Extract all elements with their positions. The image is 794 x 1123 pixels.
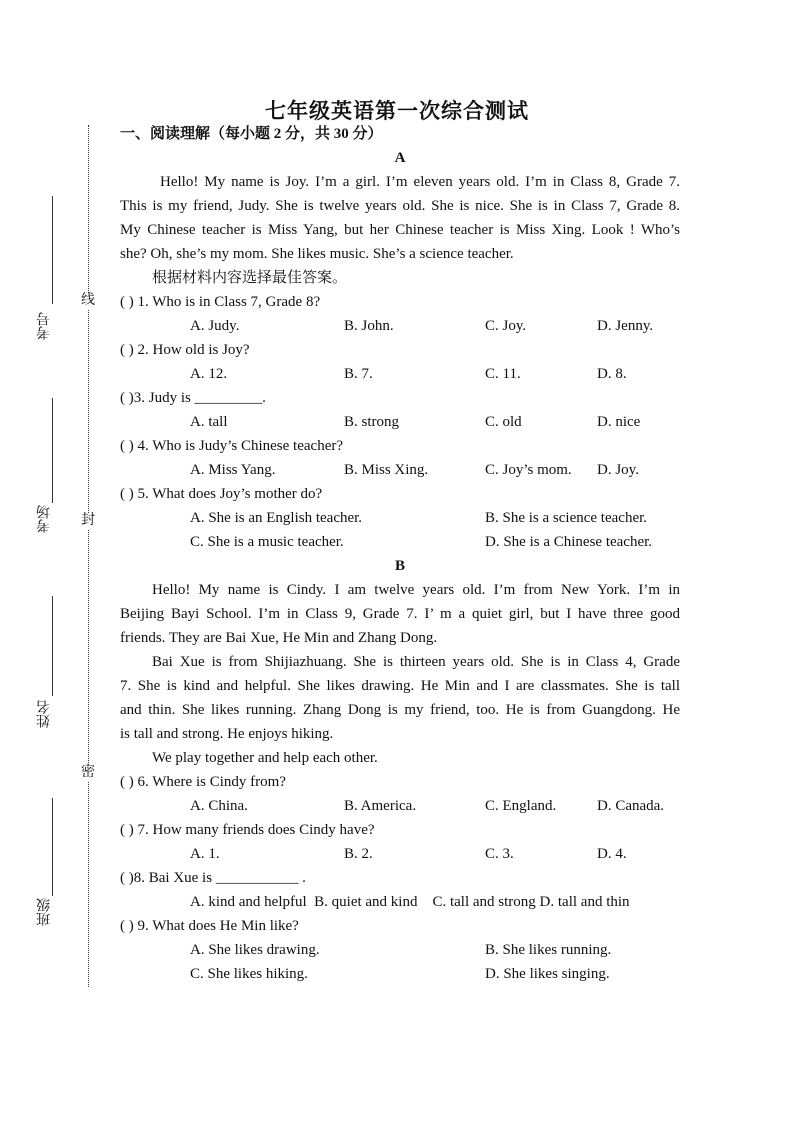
passage-line: Beijing Bayi School. I’m in Class 9, Grade 7. I’ m a quiet girl, but I have three good xyxy=(120,606,680,622)
question-2-options xyxy=(120,362,680,386)
exam-number-label: 考号 xyxy=(36,312,52,340)
exam-room-label: 考场 xyxy=(36,505,52,533)
passage-line: Hello! My name is Joy. I’m a girl. I’m eleven years old. I’m in Class 8, Grade 7. xyxy=(160,174,680,190)
question-1-options xyxy=(120,314,680,338)
option[interactable]: D. nice xyxy=(597,414,641,430)
passage-line: Hello! My name is Cindy. I am twelve years old. I’m from New York. I’m in xyxy=(152,582,680,598)
option[interactable]: A. China. xyxy=(190,798,248,814)
option[interactable]: D. 4. xyxy=(597,846,627,862)
option[interactable]: B. strong xyxy=(344,414,400,430)
question-5-options-row1 xyxy=(120,506,680,530)
option[interactable]: A. She is an English teacher. xyxy=(190,510,363,526)
option[interactable]: C. 3. xyxy=(485,846,514,862)
instruction: 根据材料内容选择最佳答案。 xyxy=(152,270,348,286)
question-6-options xyxy=(120,794,680,818)
option[interactable]: C. Joy. xyxy=(485,318,527,334)
passage-a-label: A xyxy=(394,150,406,166)
question-9-options-row1 xyxy=(120,938,680,962)
question-7-options xyxy=(120,842,680,866)
option[interactable]: D. Jenny. xyxy=(597,318,654,334)
option[interactable]: C. England. xyxy=(485,798,557,814)
question-8-options xyxy=(120,890,680,914)
seal-char-line: 线 xyxy=(81,293,95,308)
option[interactable]: A. tall xyxy=(190,414,228,430)
passage-line: This is my friend, Judy. She is twelve years old. She is nice. She is in Class 7, Grade 8. xyxy=(120,198,680,214)
question-1-stem: ( ) 1. Who is in Class 7, Grade 8? xyxy=(120,294,321,310)
option[interactable]: A. She likes drawing. xyxy=(190,942,320,958)
passage-line: Bai Xue is from Shijiazhuang. She is thirteen years old. She is in Class 4, Grade xyxy=(152,654,680,670)
option[interactable]: A. 12. xyxy=(190,366,228,382)
option[interactable]: B. Miss Xing. xyxy=(344,462,429,478)
option[interactable]: B. 2. xyxy=(344,846,373,862)
name-blank[interactable] xyxy=(52,596,53,696)
passage-line: 7. She is kind and helpful. She likes drawing. He Min and I are classmates. She is tall xyxy=(120,678,680,694)
passage-line: and thin. She likes running. Zhang Dong is my friend, too. He is from Guangdong. He xyxy=(120,702,680,718)
option[interactable]: B. John. xyxy=(344,318,394,334)
passage-line: friends. They are Bai Xue, He Min and Zhang Dong. xyxy=(120,630,438,646)
option[interactable]: C. 11. xyxy=(485,366,521,382)
seal-char-seal: 封 xyxy=(81,513,95,528)
page-title: 七年级英语第一次综合测试 xyxy=(265,99,529,123)
question-8-stem: ( )8. Bai Xue is ___________ . xyxy=(120,870,306,886)
option[interactable]: D. 8. xyxy=(597,366,627,382)
passage-line: she? Oh, she’s my mom. She likes music. She’s a science teacher. xyxy=(120,246,514,262)
passage-b-label: B xyxy=(394,558,405,574)
question-9-stem: ( ) 9. What does He Min like? xyxy=(120,918,299,934)
exam-content xyxy=(120,122,680,986)
option[interactable]: B. 7. xyxy=(344,366,373,382)
question-5-options-row2 xyxy=(120,530,680,554)
option-line[interactable]: A. kind and helpful B. quiet and kind C. tall and strong D. tall and thin xyxy=(190,894,630,910)
option[interactable]: D. Canada. xyxy=(597,798,665,814)
passage-line: My Chinese teacher is Miss Yang, but her Chinese teacher is Miss Xing. Look ! Who’s xyxy=(120,222,680,238)
question-7-stem: ( ) 7. How many friends does Cindy have? xyxy=(120,822,375,838)
question-6-stem: ( ) 6. Where is Cindy from? xyxy=(120,774,286,790)
option[interactable]: A. Judy. xyxy=(190,318,240,334)
question-4-options xyxy=(120,458,680,482)
option[interactable]: B. America. xyxy=(344,798,417,814)
class-label: 班级 xyxy=(36,898,52,926)
question-2-stem: ( ) 2. How old is Joy? xyxy=(120,342,250,358)
question-3-options xyxy=(120,410,680,434)
passage-line: We play together and help each other. xyxy=(152,750,378,766)
question-3-stem: ( )3. Judy is _________. xyxy=(120,390,266,406)
option[interactable]: D. She is a Chinese teacher. xyxy=(485,534,653,550)
exam-number-blank[interactable] xyxy=(52,196,53,304)
option[interactable]: A. 1. xyxy=(190,846,220,862)
passage-a xyxy=(120,170,680,290)
option[interactable]: A. Miss Yang. xyxy=(190,462,276,478)
option[interactable]: C. Joy’s mom. xyxy=(485,462,572,478)
seal-char-secret: 密 xyxy=(81,765,95,780)
option[interactable]: D. Joy. xyxy=(597,462,639,478)
option[interactable]: B. She likes running. xyxy=(485,942,612,958)
passage-line: is tall and strong. He enjoys hiking. xyxy=(120,726,334,742)
exam-room-blank[interactable] xyxy=(52,398,53,503)
option[interactable]: D. She likes singing. xyxy=(485,966,610,982)
passage-b xyxy=(120,578,680,770)
class-blank[interactable] xyxy=(52,798,53,896)
question-9-options-row2 xyxy=(120,962,680,986)
option[interactable]: C. She likes hiking. xyxy=(190,966,308,982)
section-heading: 一、阅读理解（每小题 2 分，共 30 分） xyxy=(120,126,383,142)
option[interactable]: B. She is a science teacher. xyxy=(485,510,648,526)
name-label: 姓名 xyxy=(36,700,52,728)
option[interactable]: C. old xyxy=(485,414,522,430)
seal-dotted-line xyxy=(88,125,89,987)
option[interactable]: C. She is a music teacher. xyxy=(190,534,344,550)
question-5-stem: ( ) 5. What does Joy’s mother do? xyxy=(120,486,323,502)
question-4-stem: ( ) 4. Who is Judy’s Chinese teacher? xyxy=(120,438,344,454)
